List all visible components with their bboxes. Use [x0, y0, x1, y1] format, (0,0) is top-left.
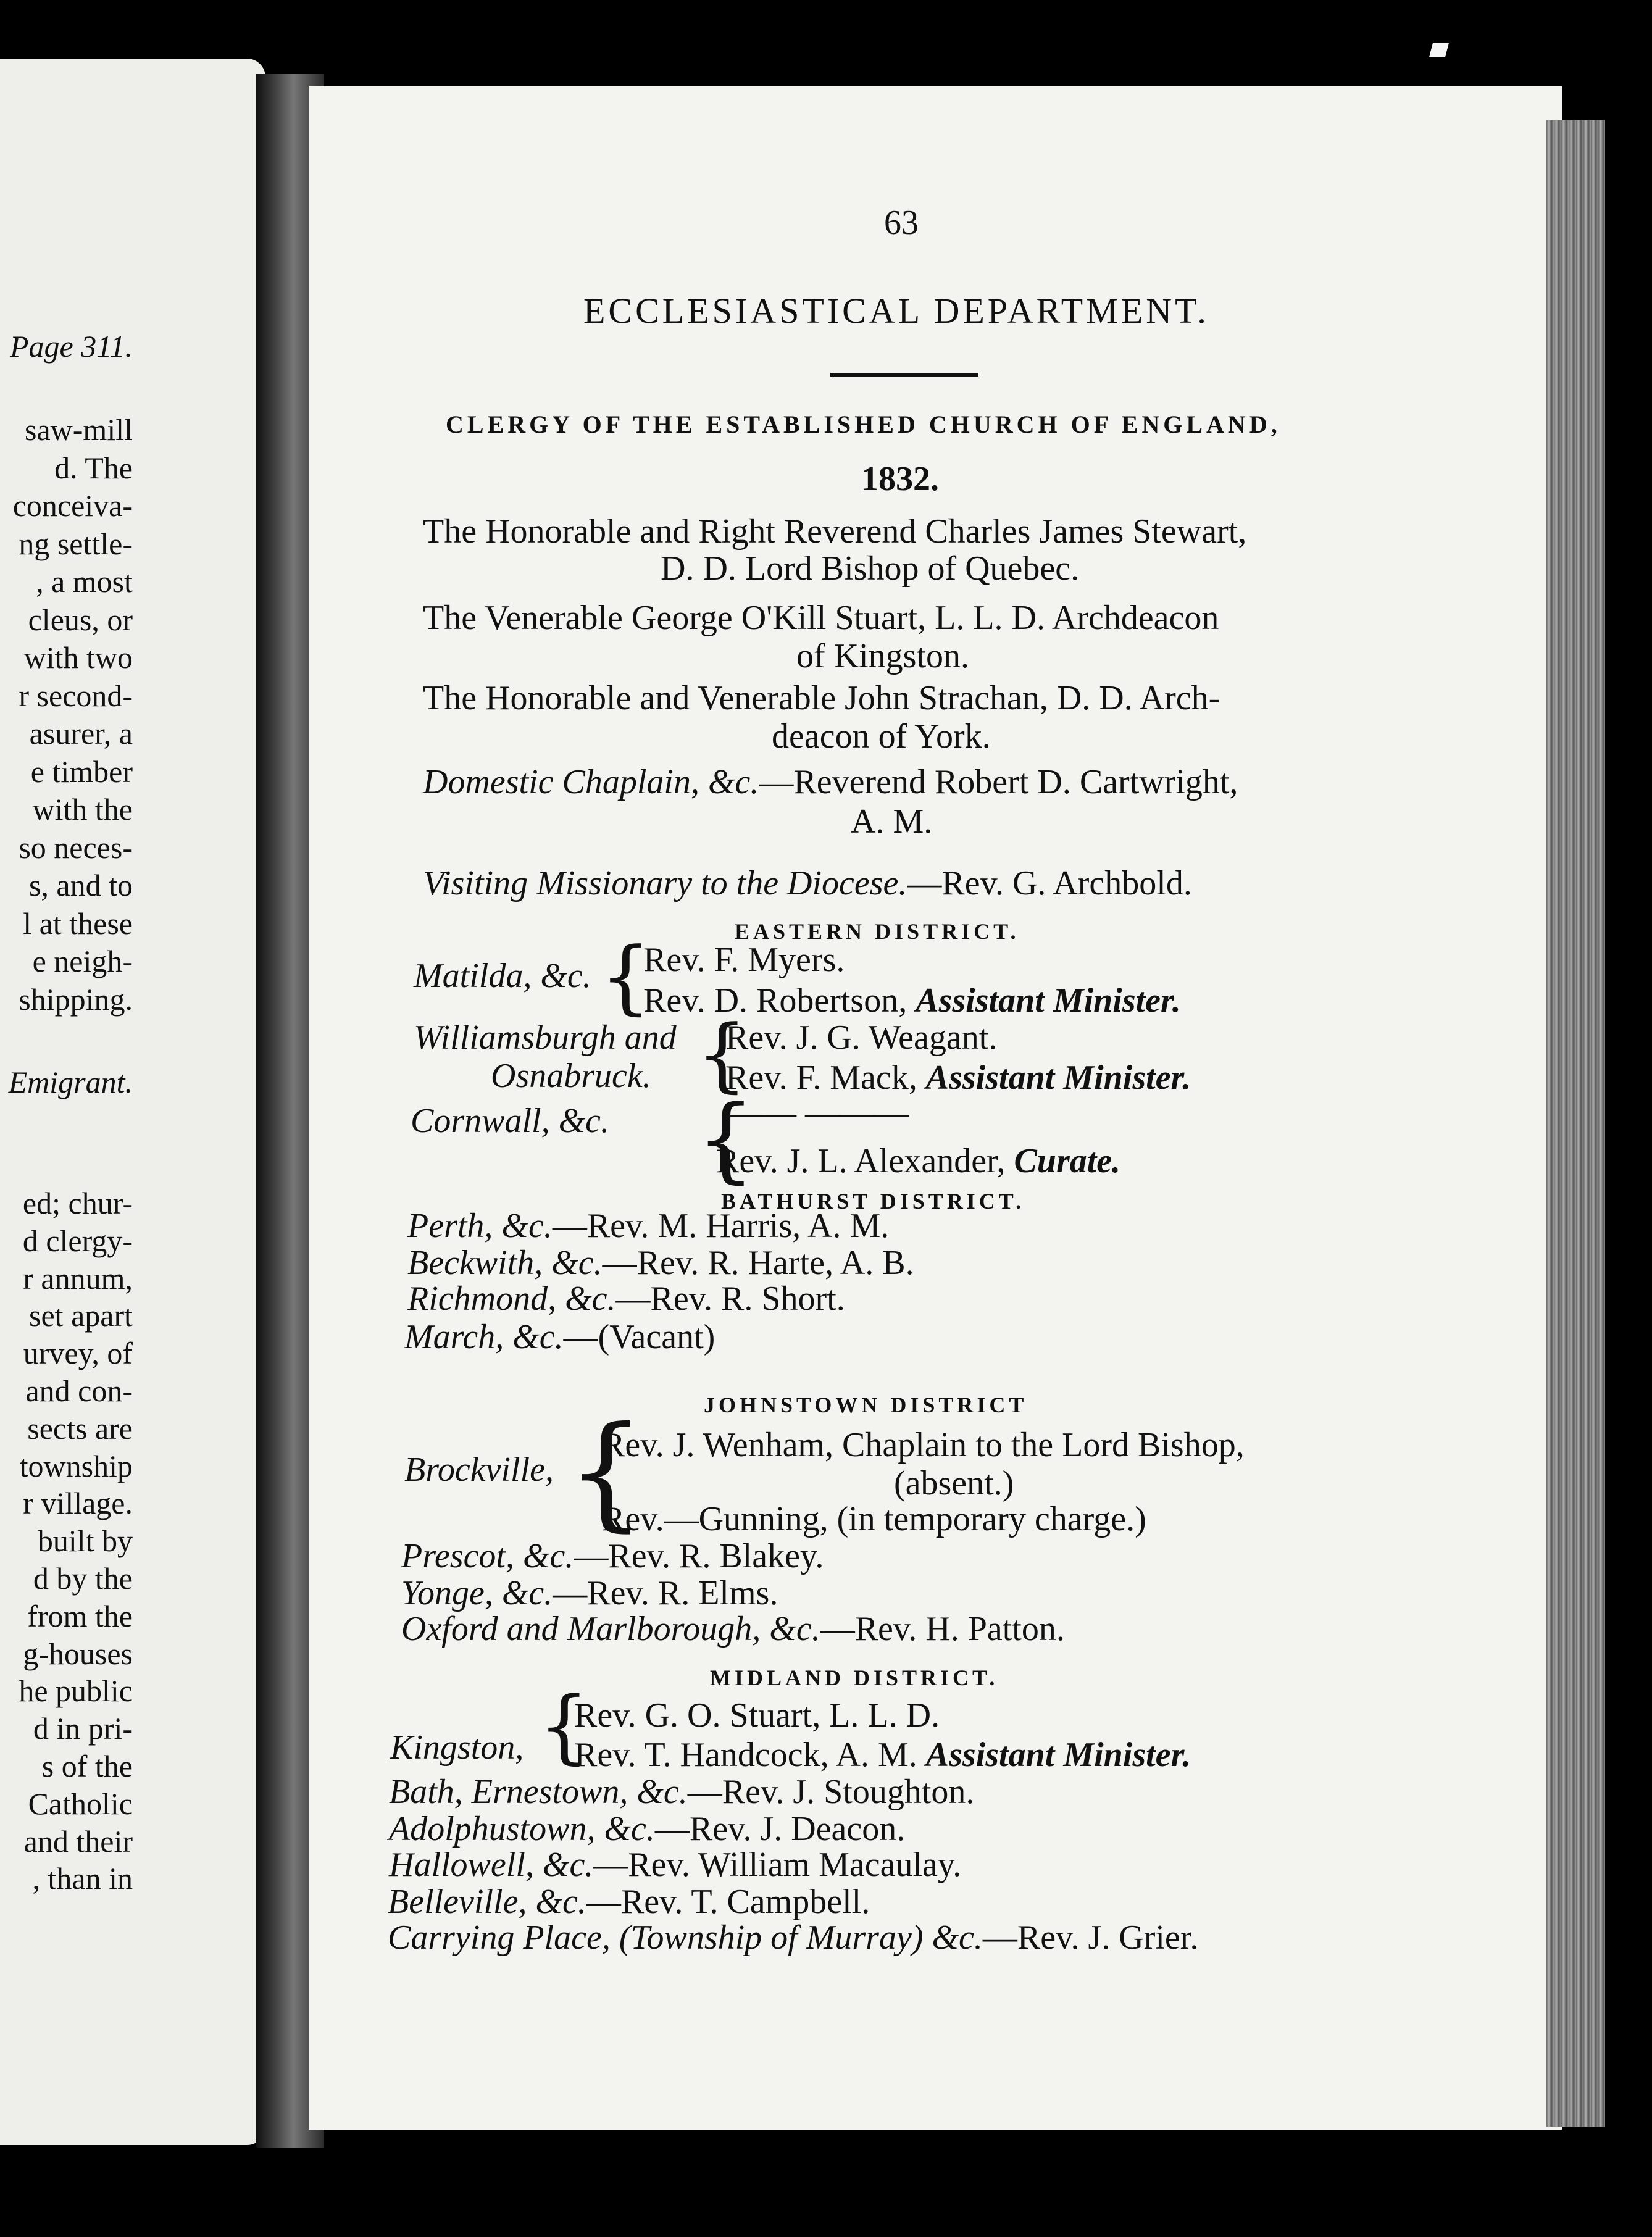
clergy-name: —Rev. R. Blakey.	[574, 1537, 824, 1575]
entry-2-line-1: The Venerable George O'Kill Stuart, L. L. D. Archdeacon	[423, 599, 1219, 637]
parish-name: Bath, Ernestown, &c.	[389, 1773, 688, 1811]
left-page-line: l at these	[23, 906, 133, 941]
clergy-name: —Rev. J. Deacon.	[654, 1810, 906, 1848]
entry-3-line-1: The Honorable and Venerable John Strachan, D. D. Arch-	[423, 679, 1220, 717]
left-page-line: r village.	[23, 1486, 133, 1521]
clergy-name: —Rev. T. Campbell.	[586, 1883, 870, 1921]
matilda-rev-1: Rev. F. Myers.	[643, 941, 845, 979]
left-page-line: cleus, or	[28, 602, 133, 637]
entry-2-line-2: of Kingston.	[796, 637, 969, 675]
eastern-district-heading: EASTERN DISTRICT.	[735, 919, 1020, 944]
brockville-rev-1-absent: (absent.)	[894, 1464, 1014, 1502]
parish-name: Adolphustown, &c.	[389, 1810, 655, 1848]
left-page	[0, 59, 265, 2145]
year: 1832.	[861, 460, 939, 498]
left-page-line: g-houses	[23, 1636, 133, 1671]
parish-name: Belleville, &c.	[388, 1883, 586, 1921]
parish-name: Beckwith, &c.	[407, 1244, 603, 1282]
clergy-name: —Rev. R. Short.	[615, 1280, 845, 1318]
clergy-name: —(Vacant)	[563, 1318, 715, 1356]
left-page-line: d in pri-	[33, 1711, 133, 1746]
williamsburgh-rev-2: Rev. F. Mack,	[725, 1059, 917, 1097]
clergy-name: —Rev. M. Harris, A. M.	[552, 1207, 890, 1245]
left-page-line: sects are	[27, 1410, 133, 1446]
left-page-line: with the	[32, 792, 133, 827]
brockville-rev-1: Rev. J. Wenham, Chaplain to the Lord Bishop,	[602, 1426, 1245, 1464]
missionary-name: —Rev. G. Archbold.	[907, 864, 1192, 902]
kingston-brace: {	[538, 1679, 590, 1773]
matilda-rev-2-role: Assistant Minister.	[916, 981, 1181, 1020]
clergy-row	[389, 1846, 961, 1884]
left-page-line: built by	[37, 1523, 133, 1559]
left-page-line: saw-mill	[25, 412, 133, 447]
clergy-row	[401, 1574, 778, 1612]
brockville-brace: {	[567, 1400, 646, 1544]
entry-3-line-2: deacon of York.	[772, 717, 991, 756]
page-title: ECCLESIASTICAL DEPARTMENT.	[583, 291, 1209, 331]
clergy-row	[401, 1537, 824, 1575]
parish-name: Perth, &c.	[407, 1207, 553, 1245]
left-page-line: Catholic	[28, 1786, 133, 1821]
cornwall-brace: {	[696, 1086, 756, 1193]
left-page-line: ed; chur-	[22, 1186, 133, 1220]
clergy-name: —Rev. William Macaulay.	[593, 1846, 962, 1884]
left-page-line: urvey, of	[23, 1336, 133, 1371]
clergy-name: —Rev. H. Patton.	[820, 1610, 1065, 1648]
left-page-line: d clergy-	[22, 1223, 133, 1258]
chaplain-degree: A. M.	[851, 802, 933, 841]
left-page-line: and their	[23, 1823, 133, 1859]
left-page-line: with two	[23, 640, 133, 675]
williamsburgh-rev-1: Rev. J. G. Weagant.	[725, 1019, 998, 1057]
clergy-row	[407, 1244, 914, 1282]
left-page-line: r second-	[19, 678, 133, 713]
parish-name: Prescot, &c.	[401, 1537, 574, 1575]
matilda-brace: {	[600, 930, 651, 1023]
parish-name: March, &c.	[404, 1318, 564, 1356]
parish-name: Hallowell, &c.	[389, 1846, 594, 1884]
clergy-name: —Rev. R. Harte, A. B.	[602, 1244, 914, 1282]
kingston-rev-1: Rev. G. O. Stuart, L. L. D.	[574, 1696, 940, 1735]
left-page-line: e timber	[30, 754, 133, 789]
cornwall-place: Cornwall, &c.	[411, 1102, 610, 1140]
cornwall-rev-2-role: Curate.	[1014, 1142, 1121, 1180]
clergy-row	[388, 1918, 1198, 1957]
left-page-line: s, and to	[28, 868, 133, 902]
left-page-line: he public	[19, 1673, 133, 1709]
clergy-row	[407, 1207, 889, 1245]
corner-mark	[1429, 43, 1449, 57]
parish-name: Oxford and Marlborough, &c.	[401, 1610, 820, 1648]
clergy-row	[407, 1280, 845, 1318]
clergy-row	[388, 1883, 870, 1921]
left-page-line: conceiva-	[12, 488, 133, 523]
kingston-place: Kingston,	[390, 1728, 524, 1767]
parish-name: Yonge, &c.	[401, 1574, 553, 1612]
clergy-row	[389, 1773, 974, 1811]
left-page-line: d by the	[33, 1561, 133, 1596]
subtitle: CLERGY OF THE ESTABLISHED CHURCH OF ENGLAND,	[446, 410, 1281, 438]
williamsburgh-rev-2-role: Assistant Minister.	[925, 1059, 1191, 1097]
clergy-row	[404, 1318, 715, 1356]
kingston-rev-2: Rev. T. Handcock, A. M.	[574, 1736, 917, 1774]
left-page-line: shipping.	[19, 981, 133, 1017]
left-page-line: and con-	[25, 1373, 133, 1408]
left-page-line: s of the	[41, 1749, 133, 1783]
left-page-line: township	[19, 1448, 133, 1483]
left-page-line: set apart	[29, 1298, 133, 1333]
left-page-line: from the	[27, 1598, 133, 1633]
page-number: 63	[884, 204, 919, 242]
left-page-line: , a most	[36, 564, 133, 599]
brockville-rev-2: Rev.—Gunning, (in temporary charge.)	[602, 1500, 1146, 1538]
johnstown-district-heading: JOHNSTOWN DISTRICT	[704, 1393, 1028, 1417]
chaplain-name: —Reverend Robert D. Cartwright,	[759, 763, 1238, 801]
left-page-emigrant: Emigrant.	[8, 1065, 133, 1099]
page-edge	[1546, 120, 1605, 2127]
matilda-rev-2: Rev. D. Robertson,	[643, 981, 907, 1020]
entry-1-line-1: The Honorable and Right Reverend Charles James Stewart,	[423, 512, 1247, 551]
left-page-line: d. The	[54, 450, 133, 485]
left-page-line: so neces-	[19, 830, 133, 865]
missionary-title: Visiting Missionary to the Diocese.	[423, 864, 907, 902]
clergy-name: —Rev. R. Elms.	[553, 1574, 778, 1612]
left-page-ref: Page 311.	[9, 329, 133, 364]
left-page-line: asurer, a	[29, 716, 133, 751]
title-rule	[830, 373, 978, 377]
kingston-rev-2-role: Assistant Minister.	[925, 1736, 1191, 1774]
left-page-line: r annum,	[23, 1260, 133, 1296]
williamsburgh-brace: {	[696, 1007, 748, 1101]
williamsburgh-place-2: Osnabruck.	[491, 1057, 651, 1095]
left-page-line: ng settle-	[19, 526, 133, 561]
bathurst-district-heading: BATHURST DISTRICT.	[721, 1189, 1025, 1214]
parish-name: Richmond, &c.	[407, 1280, 616, 1318]
cornwall-rev-1: —— ———	[727, 1094, 909, 1132]
chaplain-title: Domestic Chaplain, &c.	[423, 763, 759, 801]
parish-name: Carrying Place, (Township of Murray) &c.	[388, 1918, 983, 1957]
brockville-place: Brockville,	[404, 1451, 554, 1489]
cornwall-rev-2: Rev. J. L. Alexander,	[716, 1142, 1006, 1180]
clergy-row	[389, 1810, 905, 1848]
left-page-line: e neigh-	[32, 944, 133, 978]
clergy-name: —Rev. J. Grier.	[982, 1918, 1199, 1957]
clergy-row	[401, 1610, 1065, 1648]
williamsburgh-place-1: Williamsburgh and	[414, 1019, 677, 1057]
entry-1-line-2: D. D. Lord Bishop of Quebec.	[661, 549, 1080, 588]
clergy-name: —Rev. J. Stoughton.	[687, 1773, 975, 1811]
left-page-line: , than in	[32, 1861, 133, 1896]
matilda-place: Matilda, &c.	[414, 957, 591, 995]
midland-district-heading: MIDLAND DISTRICT.	[710, 1665, 999, 1690]
